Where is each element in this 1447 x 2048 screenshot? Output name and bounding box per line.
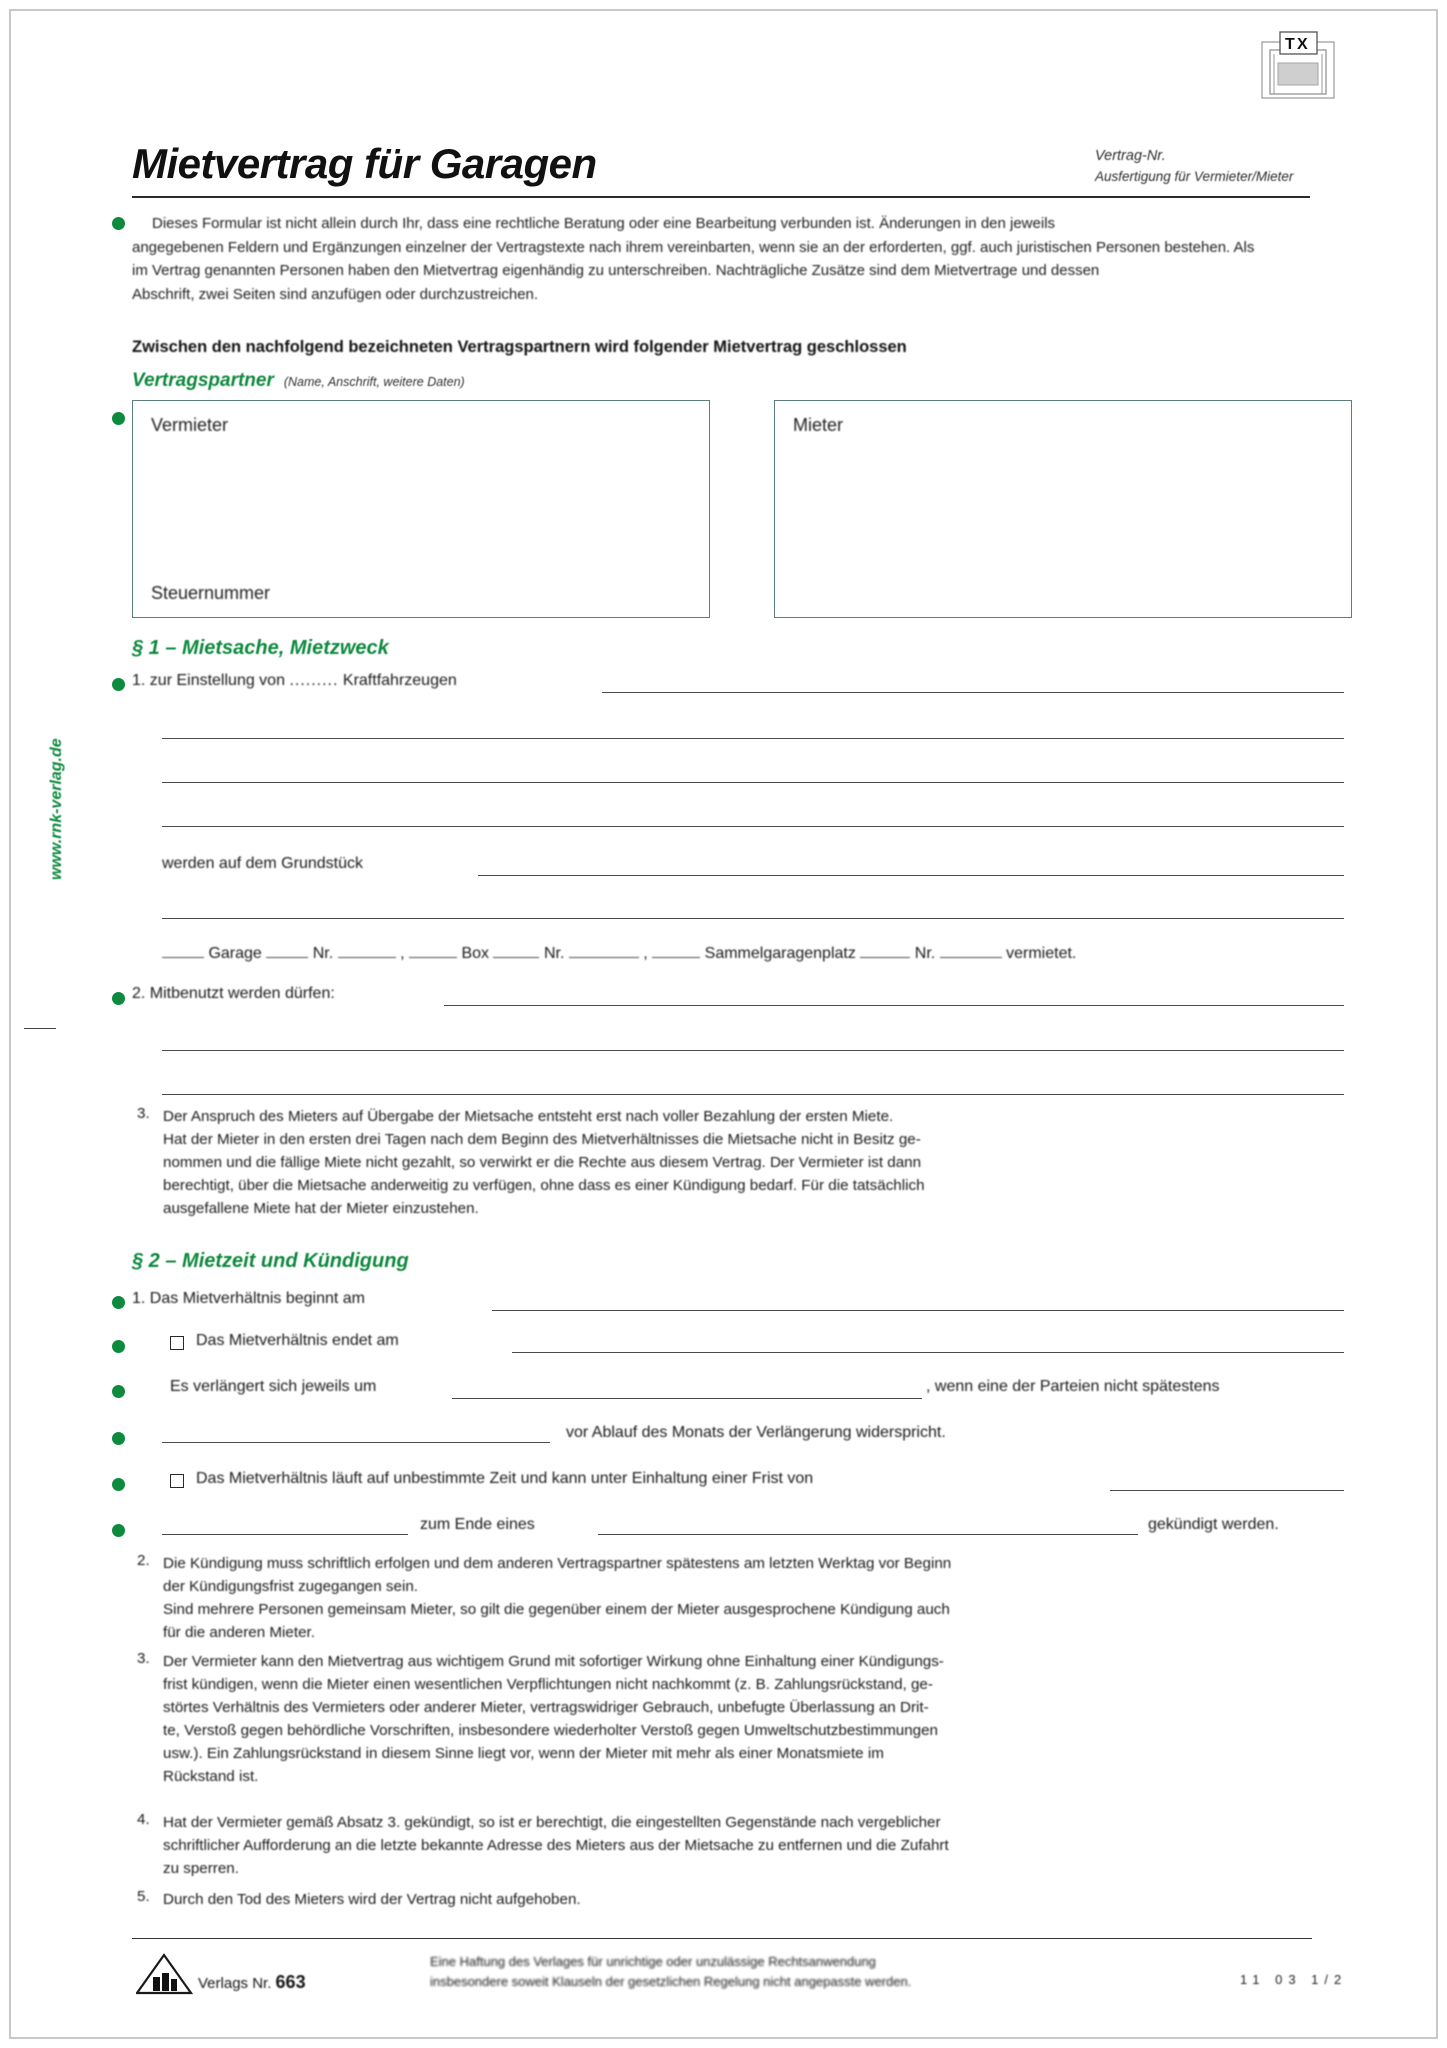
- s2-i3-l3: störtes Verhältnis des Vermieters oder anderer Mieter, vertragswidriger Gebrauch, unbefugte Überlassung an Drit-: [163, 1699, 929, 1716]
- section2-opt1-cont-c: vor Ablauf des Monats der Verlängerung widerspricht.: [566, 1424, 946, 1441]
- landlord-label: Vermieter: [151, 415, 229, 435]
- title-divider: [132, 196, 1310, 198]
- s2-i3-l5: usw.). Ein Zahlungsrückstand in diesem Sinne liegt vor, wenn der Mieter mit mehr als einer Monatsmiete im: [163, 1745, 884, 1762]
- section1-item2-text: 2. Mitbenutzt werden dürfen:: [132, 985, 335, 1002]
- bullet-s1-item2: [112, 992, 125, 1005]
- s2-i3-l6: Rückstand ist.: [163, 1768, 259, 1785]
- sammel-nr-label: Nr.: [914, 945, 936, 962]
- bullet-s2-item1: [112, 1296, 125, 1309]
- vermietet-word: vermietet.: [1006, 945, 1077, 962]
- bullet-s2-opt1-cont: [112, 1385, 125, 1398]
- section2-opt2-text: Das Mietverhältnis läuft auf unbestimmte Zeit und kann unter Einhaltung einer Frist von: [196, 1470, 814, 1487]
- s1-i3-l5: ausgefallene Miete hat der Mieter einzustehen.: [163, 1200, 479, 1217]
- section2-opt1-text: Das Mietverhältnis endet am: [196, 1332, 399, 1349]
- publisher-website-sidebar[interactable]: www.rnk-verlag.de: [48, 738, 65, 880]
- s1-i2-blank-2[interactable]: [162, 1050, 1344, 1051]
- bullet-s1-item1: [112, 678, 125, 691]
- section1-item3-number: 3.: [137, 1105, 150, 1122]
- intro-paragraph: [132, 212, 1312, 306]
- landlord-tax-label: Steuernummer: [151, 583, 271, 603]
- bullet-s2-opt2: [112, 1478, 125, 1491]
- vertragspartner-title: Vertragspartner: [132, 370, 274, 391]
- section2-item3-text: [163, 1650, 1348, 1788]
- s1-i1-suffix: Kraftfahrzeugen: [342, 672, 457, 689]
- footer-verlag-label: Verlags Nr.: [198, 1975, 272, 1992]
- landlord-box[interactable]: [132, 400, 710, 618]
- footer-verlag-value: 663: [275, 1972, 306, 1992]
- svg-text:X: X: [1297, 36, 1308, 53]
- garage-nr-blank[interactable]: [338, 945, 396, 958]
- intro-line-2: angegebenen Feldern und Ergänzungen einzelner der Vertragstexte nach ihrem vereinbarten, wenn sie an der erforderten, ggf. auch juristischen Personen bestehen. Als: [132, 238, 1255, 256]
- contract-number-block: [1095, 148, 1360, 184]
- contract-number-label: Vertrag-Nr.: [1095, 148, 1166, 164]
- svg-text:T: T: [1285, 36, 1295, 53]
- bullet-s2-opt1-cont2: [112, 1432, 125, 1445]
- s1-i3-l3: nommen und die fällige Miete nicht gezahlt, so verwirkt er die Rechte aus diesem Vertrag. Der Vermieter ist dann: [163, 1154, 922, 1171]
- section2-opt1-cont-b: , wenn eine der Parteien nicht spätestens: [926, 1378, 1220, 1395]
- s2-opt2-blank-a[interactable]: [1110, 1490, 1344, 1491]
- garage-word: Garage: [208, 945, 262, 962]
- box-nr-blank[interactable]: [569, 945, 639, 958]
- section2-opt2-cont-a: zum Ende eines: [420, 1516, 535, 1533]
- bullet-s2-opt1: [112, 1340, 125, 1353]
- vertragspartner-heading: [132, 370, 465, 392]
- footer-verlag-number: [198, 1972, 306, 1993]
- checkbox-fixed-term[interactable]: [170, 1336, 184, 1350]
- s2-opt1-blank[interactable]: [512, 1352, 1344, 1353]
- intro-line-3: im Vertrag genannten Personen haben den Mietvertrag eigenhändig zu unterschreiben. Nachträgliche Zusätze sind dem Mietvertrage und dessen: [132, 262, 1100, 279]
- section2-item4-number: 4.: [137, 1811, 150, 1828]
- s1-i1-blank-4[interactable]: [162, 826, 1344, 827]
- garage-count-blank[interactable]: [162, 945, 204, 958]
- section2-item4-text: [163, 1811, 1348, 1880]
- s2-opt1-cont-blank-b[interactable]: [162, 1442, 550, 1443]
- s2-i3-l2: frist kündigen, wenn die Mieter einen wesentlichen Verpflichtungen nicht nachkommt (z. B. Zahlungsrückstand, ge-: [163, 1676, 933, 1693]
- s1-i2-blank-1[interactable]: [444, 1005, 1344, 1006]
- s1-i2-blank-3[interactable]: [162, 1094, 1344, 1095]
- garage-blank-a[interactable]: [266, 945, 308, 958]
- footer-code: 11 03 1/2: [1240, 1972, 1348, 1987]
- garage-sep-1: ,: [400, 945, 405, 962]
- s1-i1-prefix: 1. zur Einstellung von: [132, 672, 285, 689]
- sammel-word: Sammelgaragenplatz: [704, 945, 856, 962]
- s2-i4-l1: Hat der Vermieter gemäß Absatz 3. gekündigt, so ist er berechtigt, die eingestellten Gegenstände nach vergeblicher: [163, 1814, 941, 1831]
- intro-line-1: Dieses Formular ist nicht allein durch Ihr, dass eine rechtliche Beratung oder eine Bearbeitung verbunden ist. Änderungen in den jeweils: [152, 215, 1056, 232]
- box-blank-a[interactable]: [493, 945, 539, 958]
- section1-item3-text: [163, 1105, 1348, 1220]
- s2-i2-l3: Sind mehrere Personen gemeinsam Mieter, so gilt die gegenüber einem der Mieter ausgesprochene Kündigung auch: [163, 1601, 950, 1618]
- tenant-box[interactable]: [774, 400, 1352, 618]
- copy-for-label: Ausfertigung für Vermieter/Mieter: [1095, 169, 1294, 184]
- lead-sentence: Zwischen den nachfolgend bezeichneten Vertragspartnern wird folgender Mietvertrag geschlossen: [132, 338, 907, 356]
- s2-opt1-cont-blank-a[interactable]: [452, 1398, 922, 1399]
- section2-item2-number: 2.: [137, 1552, 150, 1569]
- footer-disclaimer: [430, 1952, 1130, 1992]
- s1-i3-l1: Der Anspruch des Mieters auf Übergabe der Mietsache entsteht erst nach voller Bezahlung der ersten Miete.: [163, 1108, 894, 1125]
- s1-i3-l2: Hat der Mieter in den ersten drei Tagen nach dem Beginn des Mietverhältnisses die Mietsache nicht in Besitz ge-: [163, 1131, 921, 1148]
- sammel-blank-a[interactable]: [860, 945, 910, 958]
- rnk-publisher-logo-icon: [136, 1952, 194, 1996]
- section2-opt1-cont-a: Es verlängert sich jeweils um: [170, 1378, 377, 1395]
- box-nr-label: Nr.: [543, 945, 565, 962]
- footer-disclaimer-l1: Eine Haftung des Verlages für unrichtige oder unzulässige Rechtsanwendung: [430, 1954, 876, 1969]
- section-2-heading: § 2 – Mietzeit und Kündigung: [132, 1250, 409, 1272]
- bullet-intro: [112, 217, 125, 230]
- checkbox-indefinite-term[interactable]: [170, 1474, 184, 1488]
- grundstueck-blank-2[interactable]: [162, 918, 1344, 919]
- sidebar-tick-mark: [24, 1028, 56, 1029]
- s2-i1-blank[interactable]: [492, 1310, 1344, 1311]
- s2-opt2-blank-b[interactable]: [162, 1534, 408, 1535]
- tenant-label: Mieter: [793, 415, 844, 435]
- grundstueck-label: werden auf dem Grundstück: [162, 855, 363, 872]
- s1-i1-dots: .........: [289, 672, 339, 689]
- s1-i1-blank-1[interactable]: [602, 692, 1344, 693]
- section1-item1-text: [132, 672, 457, 690]
- section2-item5-text: [163, 1888, 1348, 1911]
- vertragspartner-sub: (Name, Anschrift, weitere Daten): [283, 375, 465, 389]
- s2-i3-l4: te, Verstoß gegen behördliche Vorschriften, insbesondere wiederholter Verstoß gegen Umweltschutzbestimmungen: [163, 1722, 938, 1739]
- section2-item2-text: [163, 1552, 1348, 1644]
- garage-nr-label: Nr.: [312, 945, 334, 962]
- sammel-count-blank[interactable]: [652, 945, 700, 958]
- section2-item1-text: 1. Das Mietverhältnis beginnt am: [132, 1290, 365, 1307]
- s2-i2-l2: der Kündigungsfrist zugegangen sein.: [163, 1578, 418, 1595]
- grundstueck-blank-1[interactable]: [478, 875, 1344, 876]
- section2-item5-number: 5.: [137, 1888, 150, 1905]
- section2-item3-number: 3.: [137, 1650, 150, 1667]
- garage-illustration-icon: [1258, 30, 1338, 100]
- s1-i1-blank-2[interactable]: [162, 738, 1344, 739]
- footer-divider: [132, 1938, 1312, 1939]
- section-1-heading: § 1 – Mietsache, Mietzweck: [132, 637, 389, 659]
- s1-i1-blank-3[interactable]: [162, 782, 1344, 783]
- s2-opt2-blank-c[interactable]: [598, 1534, 1138, 1535]
- s2-i2-l4: für die anderen Mieter.: [163, 1624, 315, 1641]
- sammel-nr-blank[interactable]: [940, 945, 1002, 958]
- section2-opt2-cont-b: gekündigt werden.: [1148, 1516, 1279, 1533]
- box-word: Box: [461, 945, 490, 962]
- garage-sep-2: ,: [643, 945, 648, 962]
- garage-line: [162, 945, 1076, 963]
- s2-i3-l1: Der Vermieter kann den Mietvertrag aus wichtigem Grund mit sofortiger Wirkung ohne Einhaltung einer Kündigungs-: [163, 1653, 944, 1670]
- intro-line-4: Abschrift, zwei Seiten sind anzufügen oder durchzustreichen.: [132, 285, 539, 303]
- bullet-s2-opt2-cont: [112, 1524, 125, 1537]
- s2-i4-l2: schriftlicher Aufforderung an die letzte bekannte Adresse des Mieters aus der Mietsache zu entfernen und die Zufahrt: [163, 1837, 949, 1854]
- page-title: Mietvertrag für Garagen: [132, 140, 597, 187]
- box-count-blank[interactable]: [409, 945, 457, 958]
- s2-i2-l1: Die Kündigung muss schriftlich erfolgen und dem anderen Vertragspartner spätestens am letzten Werktag vor Beginn: [163, 1555, 952, 1572]
- s2-i5-l1: Durch den Tod des Mieters wird der Vertrag nicht aufgehoben.: [163, 1891, 581, 1908]
- footer-disclaimer-l2: insbesondere soweit Klauseln der gesetzlichen Regelung nicht angepasste werden.: [430, 1974, 912, 1989]
- s2-i4-l3: zu sperren.: [163, 1860, 239, 1877]
- s1-i3-l4: berechtigt, über die Mietsache anderweitig zu verfügen, ohne dass es einer Kündigung bedarf. Für die tatsächlich: [163, 1177, 925, 1194]
- bullet-parties: [112, 412, 125, 425]
